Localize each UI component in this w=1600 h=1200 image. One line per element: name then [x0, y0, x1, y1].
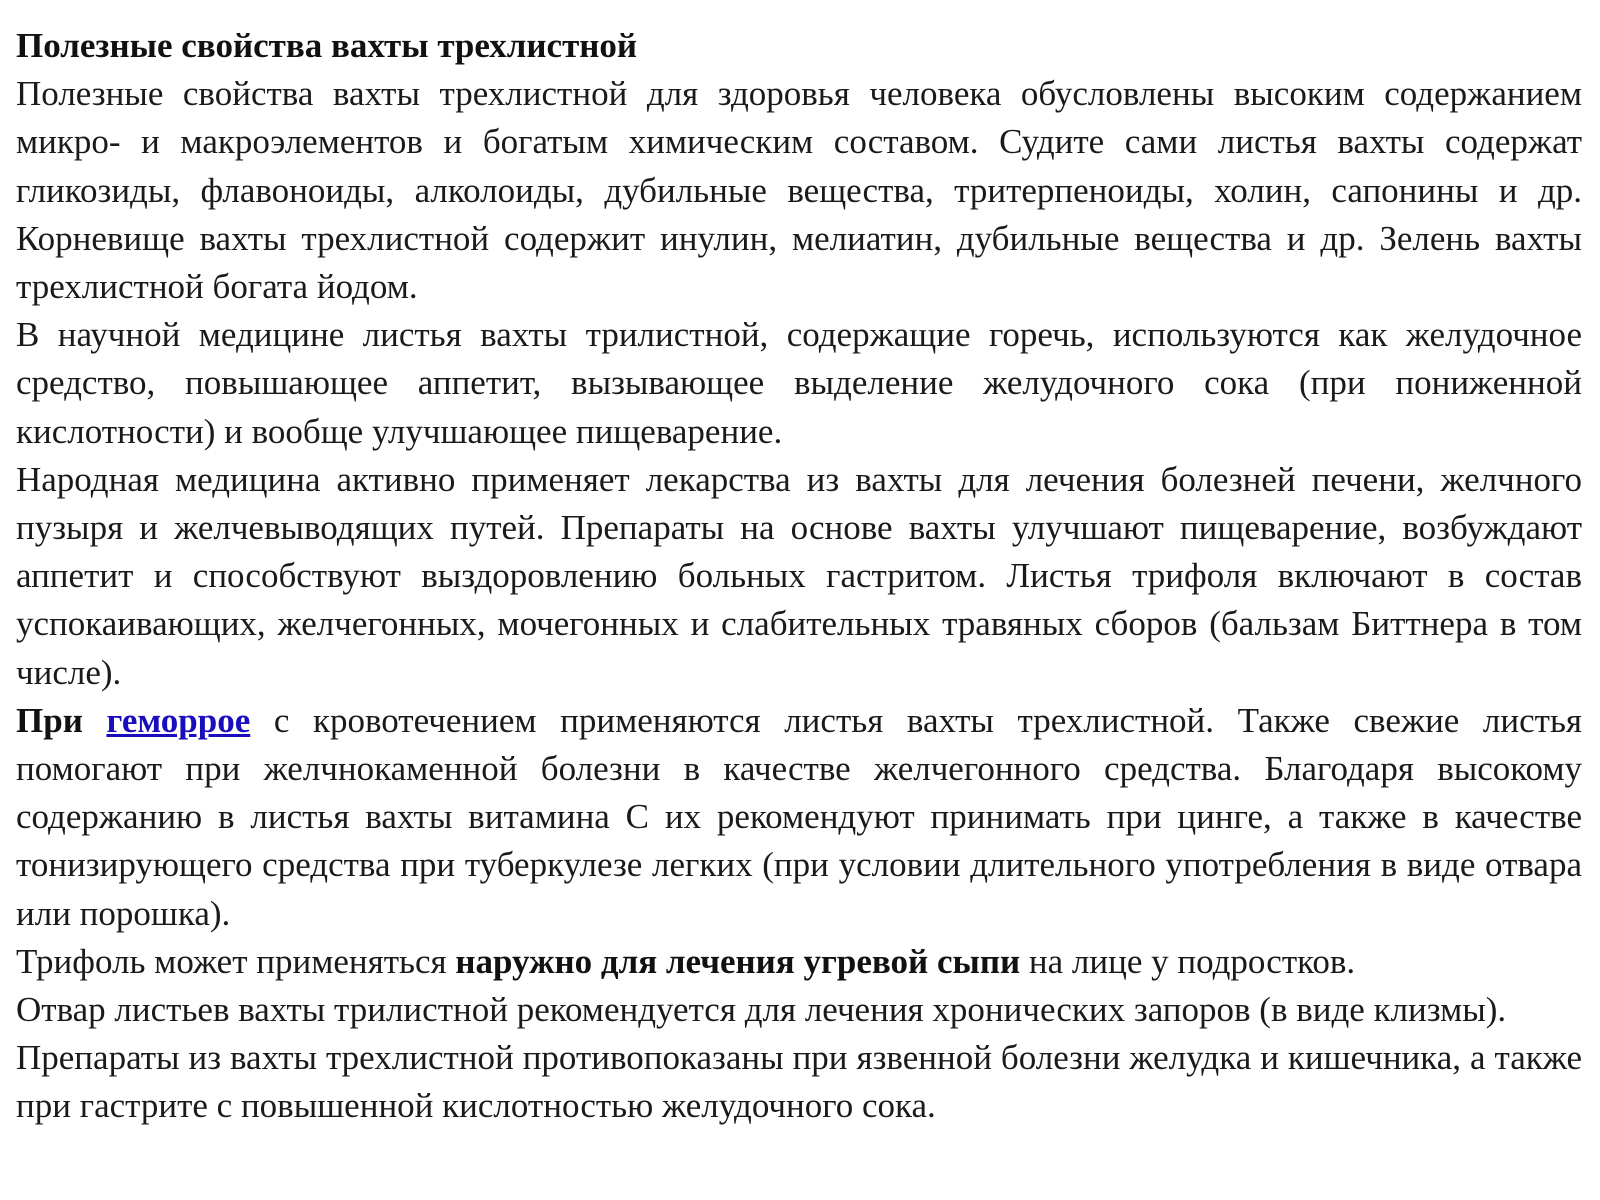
paragraph-scientific-medicine: В научной медицине листья вахты трилистной, содержащие горечь, используются как желудочное средство, повышающее аппетит, вызывающее выделение желудочного сока (при пониженной кислотности) и вообще улучшающее пищеварение. — [16, 315, 1582, 451]
article — [16, 22, 1582, 1131]
paragraph-composition: Полезные свойства вахты трехлистной для здоровья человека обусловлены высоким содержанием микро- и макроэлементов и богатым химическим составом. Судите сами листья вахты содержат гликозиды, флавоноиды, алколоиды, дубильные вещества, тритерпеноиды, холин, сапонины и др. Корневище вахты трехлистной содержит инулин, мелиатин, дубильные вещества и др. Зелень вахты трехлистной богата йодом. — [16, 74, 1582, 307]
paragraph-folk-medicine: Народная медицина активно применяет лекарства из вахты для лечения болезней печени, желчного пузыря и желчевыводящих путей. Препараты на основе вахты улучшают пищеварение, возбуждают аппетит и способствуют выздоровлению больных гастритом. Листья трифоля включают в состав успокаивающих, желчегонных, мочегонных и слабительных травяных сборов (бальзам Биттнера в том числе). — [16, 459, 1582, 692]
bold-lead: При — [16, 700, 83, 740]
paragraph-hemorrhoids-text: с кровотечением применяются листья вахты трехлистной. Также свежие листья помогают при желчнокаменной болезни в качестве желчегонного средства. Благодаря высокому содержанию в листья вахты витамина С их рекомендуют принимать при цинге, а также в качестве тонизирующего средства при туберкулезе легких (при условии длительного употребления в виде отвара или порошка). — [16, 700, 1583, 933]
article-title: Полезные свойства вахты трехлистной — [16, 26, 638, 65]
paragraph-contraindications: Препараты из вахты трехлистной противопоказаны при язвенной болезни желудка и кишечника, а также при гастрите с повышенной кислотностью желудочного сока. — [16, 1038, 1582, 1126]
paragraph-decoction: Отвар листьев вахты трилистной рекомендуется для лечения хронических запоров (в виде клизмы). — [16, 990, 1507, 1030]
paragraph-hemorrhoids — [16, 697, 1582, 938]
acne-text-after: на лице у подростков. — [1020, 941, 1356, 981]
acne-text-before: Трифоль может применяться — [16, 941, 456, 981]
paragraph-acne — [16, 938, 1582, 986]
hemorrhoids-link[interactable]: геморрое — [106, 700, 251, 740]
acne-bold-text: наружно для лечения угревой сыпи — [455, 941, 1021, 981]
